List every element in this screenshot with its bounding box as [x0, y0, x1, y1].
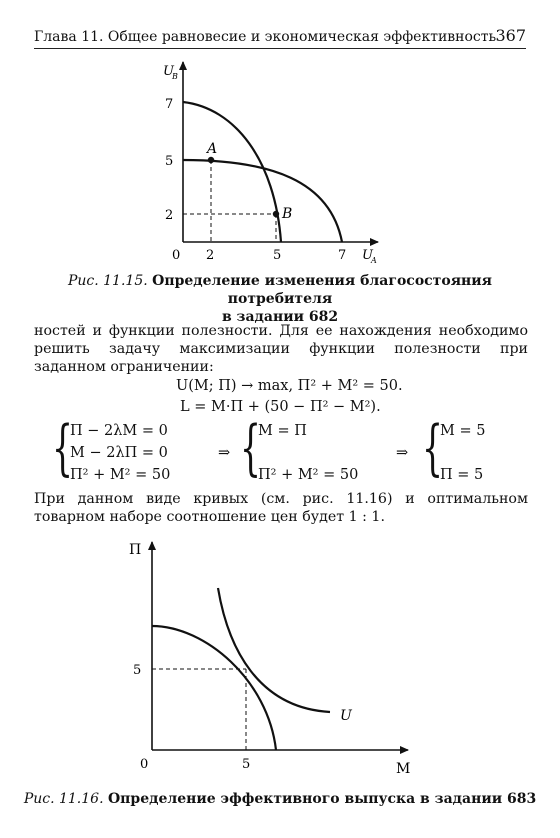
frontier-curve-2: [183, 160, 342, 242]
system1-line1: П − 2λМ = 0: [70, 423, 168, 439]
system3-line3: П = 5: [440, 467, 484, 483]
frontier-curve-1: [183, 102, 281, 242]
x-tick-2: 2: [206, 248, 215, 263]
brace-3: {: [422, 413, 444, 483]
implies-arrow-1: ⇒: [218, 445, 231, 461]
point-a: [208, 157, 214, 163]
production-frontier-curve: [152, 626, 276, 750]
figure-11-15-caption: [20, 272, 540, 326]
equation-utility-max: U(М; П) → max, П² + М² = 50.: [176, 378, 403, 394]
figure-11-15: [0, 0, 560, 270]
caption-text: Определение изменения благосостояния потребителя: [152, 273, 493, 307]
y-tick-5-2: 5: [133, 663, 142, 678]
indifference-curve-u: [218, 588, 330, 712]
point-b: [273, 211, 279, 217]
implies-arrow-2: ⇒: [396, 445, 409, 461]
origin-label-2: 0: [140, 757, 149, 772]
point-a-label: A: [207, 141, 218, 157]
x-tick-5: 5: [273, 248, 282, 263]
curve-label-u: U: [340, 708, 352, 724]
system3-line1: М = 5: [440, 423, 486, 439]
caption-text-line2: в задании 682: [221, 309, 339, 325]
caption-number-2: Рис. 11.16.: [23, 791, 104, 807]
figure-11-16-caption: [20, 790, 540, 808]
origin-label: 0: [172, 248, 181, 263]
system2-line3: П² + М² = 50: [258, 467, 359, 483]
caption-number: Рис. 11.15.: [67, 273, 148, 289]
brace-1: {: [52, 413, 74, 483]
y-tick-2: 2: [165, 208, 174, 223]
paragraph-1: ностей и функции полезности. Для ее нахождения необходимо решить задачу максимизации функции полезности при заданном ограничении:: [34, 323, 528, 375]
x-tick-5-2: 5: [242, 757, 251, 772]
y-tick-7: 7: [165, 97, 174, 112]
equation-lagrangian: L = М·П + (50 − П² − М²).: [180, 399, 381, 415]
system1-line2: М − 2λП = 0: [70, 445, 168, 461]
figure-11-16: [0, 530, 560, 780]
y-axis-label-2: П: [129, 542, 142, 558]
page-number: 367: [495, 26, 526, 45]
x-tick-7: 7: [338, 248, 347, 263]
system2-line1: М = П: [258, 423, 307, 439]
y-axis-label-sub: B: [172, 72, 178, 81]
paragraph-2: При данном виде кривых (см. рис. 11.16) и оптимальном товарном наборе соотношение цен будет 1 : 1.: [34, 491, 528, 525]
chapter-title: Глава 11. Общее равновесие и экономическая эффективность: [34, 29, 497, 45]
x-axis-label-2: М: [396, 761, 411, 777]
caption-text-2: Определение эффективного выпуска в задании 683: [107, 791, 537, 807]
point-b-label: B: [282, 206, 293, 222]
y-tick-5: 5: [165, 154, 174, 169]
y-axis-label: U: [163, 64, 174, 79]
x-axis-label: U: [362, 248, 373, 263]
brace-2: {: [240, 413, 262, 483]
x-axis-label-sub: A: [371, 256, 377, 265]
system1-line3: П² + М² = 50: [70, 467, 171, 483]
